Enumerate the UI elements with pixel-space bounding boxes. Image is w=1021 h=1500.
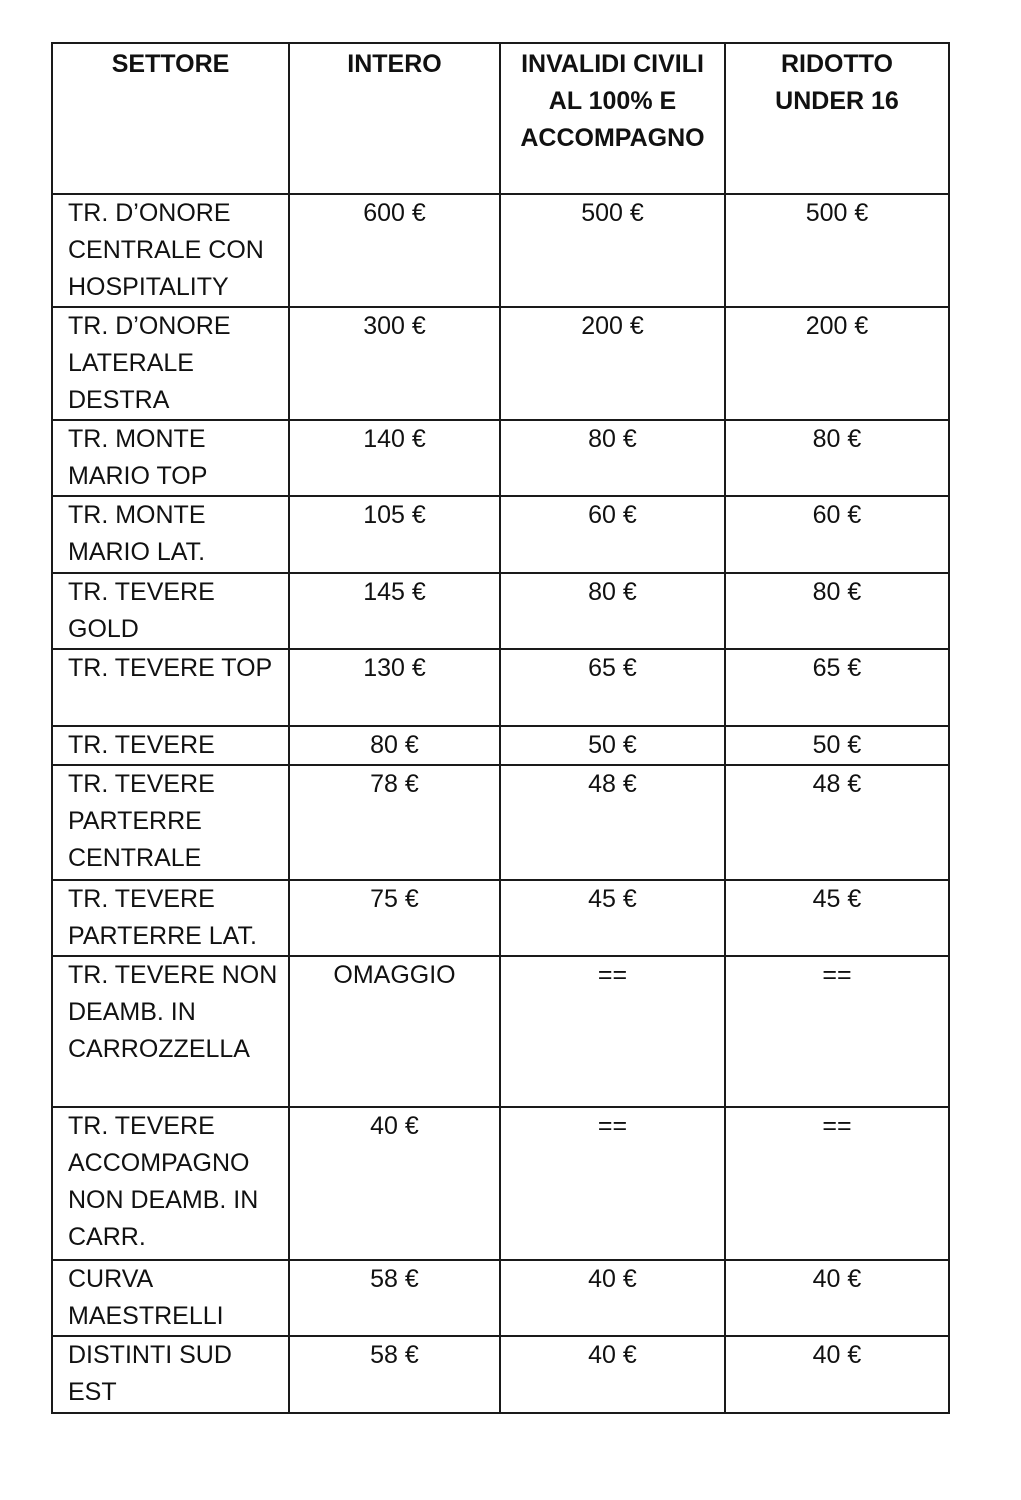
cell-invalidi: == xyxy=(500,1107,725,1260)
header-invalidi-civili: INVALIDI CIVILI AL 100% E ACCOMPAGNO xyxy=(500,43,725,194)
table-row xyxy=(52,307,949,420)
cell-intero: 105 € xyxy=(289,496,500,573)
cell-settore: TR. MONTE MARIO TOP xyxy=(52,420,289,496)
cell-settore: TR. TEVERE PARTERRE CENTRALE xyxy=(52,765,289,880)
cell-ridotto: 80 € xyxy=(725,420,949,496)
cell-settore: CURVA MAESTRELLI xyxy=(52,1260,289,1336)
cell-intero: 600 € xyxy=(289,194,500,307)
cell-intero: 140 € xyxy=(289,420,500,496)
cell-settore: TR. TEVERE GOLD xyxy=(52,573,289,649)
price-table xyxy=(51,42,950,1414)
cell-ridotto: 40 € xyxy=(725,1260,949,1336)
cell-intero: 145 € xyxy=(289,573,500,649)
cell-settore: TR. D’ONORE LATERALE DESTRA xyxy=(52,307,289,420)
table-row xyxy=(52,726,949,765)
cell-ridotto: == xyxy=(725,956,949,1107)
table-row xyxy=(52,420,949,496)
table-row xyxy=(52,194,949,307)
cell-invalidi: == xyxy=(500,956,725,1107)
cell-ridotto: 200 € xyxy=(725,307,949,420)
table-row xyxy=(52,496,949,573)
cell-ridotto: 50 € xyxy=(725,726,949,765)
cell-invalidi: 80 € xyxy=(500,420,725,496)
cell-settore: TR. D’ONORE CENTRALE CON HOSPITALITY xyxy=(52,194,289,307)
cell-intero: 78 € xyxy=(289,765,500,880)
cell-invalidi: 500 € xyxy=(500,194,725,307)
cell-invalidi: 40 € xyxy=(500,1336,725,1413)
cell-settore: TR. TEVERE PARTERRE LAT. xyxy=(52,880,289,956)
cell-ridotto: 80 € xyxy=(725,573,949,649)
table-row xyxy=(52,573,949,649)
cell-invalidi: 200 € xyxy=(500,307,725,420)
cell-intero: 58 € xyxy=(289,1336,500,1413)
cell-ridotto: 40 € xyxy=(725,1336,949,1413)
cell-invalidi: 65 € xyxy=(500,649,725,726)
cell-ridotto: 500 € xyxy=(725,194,949,307)
table-row xyxy=(52,1107,949,1260)
cell-ridotto: 65 € xyxy=(725,649,949,726)
header-intero: INTERO xyxy=(289,43,500,194)
cell-settore: TR. TEVERE ACCOMPAGNO NON DEAMB. IN CARR. xyxy=(52,1107,289,1260)
cell-intero: 75 € xyxy=(289,880,500,956)
header-settore: SETTORE xyxy=(52,43,289,194)
cell-intero: 130 € xyxy=(289,649,500,726)
cell-invalidi: 80 € xyxy=(500,573,725,649)
cell-intero: OMAGGIO xyxy=(289,956,500,1107)
table-row xyxy=(52,649,949,726)
cell-intero: 80 € xyxy=(289,726,500,765)
table-row xyxy=(52,956,949,1107)
table-row xyxy=(52,880,949,956)
table-row xyxy=(52,765,949,880)
cell-invalidi: 45 € xyxy=(500,880,725,956)
header-ridotto-under-16: RIDOTTO UNDER 16 xyxy=(725,43,949,194)
cell-invalidi: 48 € xyxy=(500,765,725,880)
table-row xyxy=(52,1260,949,1336)
cell-invalidi: 50 € xyxy=(500,726,725,765)
header-row xyxy=(52,43,949,194)
cell-settore: TR. TEVERE TOP xyxy=(52,649,289,726)
cell-ridotto: == xyxy=(725,1107,949,1260)
cell-intero: 58 € xyxy=(289,1260,500,1336)
cell-settore: DISTINTI SUD EST xyxy=(52,1336,289,1413)
cell-settore: TR. TEVERE xyxy=(52,726,289,765)
cell-ridotto: 60 € xyxy=(725,496,949,573)
table-row xyxy=(52,1336,949,1413)
cell-ridotto: 45 € xyxy=(725,880,949,956)
cell-intero: 40 € xyxy=(289,1107,500,1260)
cell-settore: TR. MONTE MARIO LAT. xyxy=(52,496,289,573)
cell-invalidi: 40 € xyxy=(500,1260,725,1336)
cell-invalidi: 60 € xyxy=(500,496,725,573)
cell-ridotto: 48 € xyxy=(725,765,949,880)
cell-intero: 300 € xyxy=(289,307,500,420)
cell-settore: TR. TEVERE NON DEAMB. IN CARROZZELLA xyxy=(52,956,289,1107)
